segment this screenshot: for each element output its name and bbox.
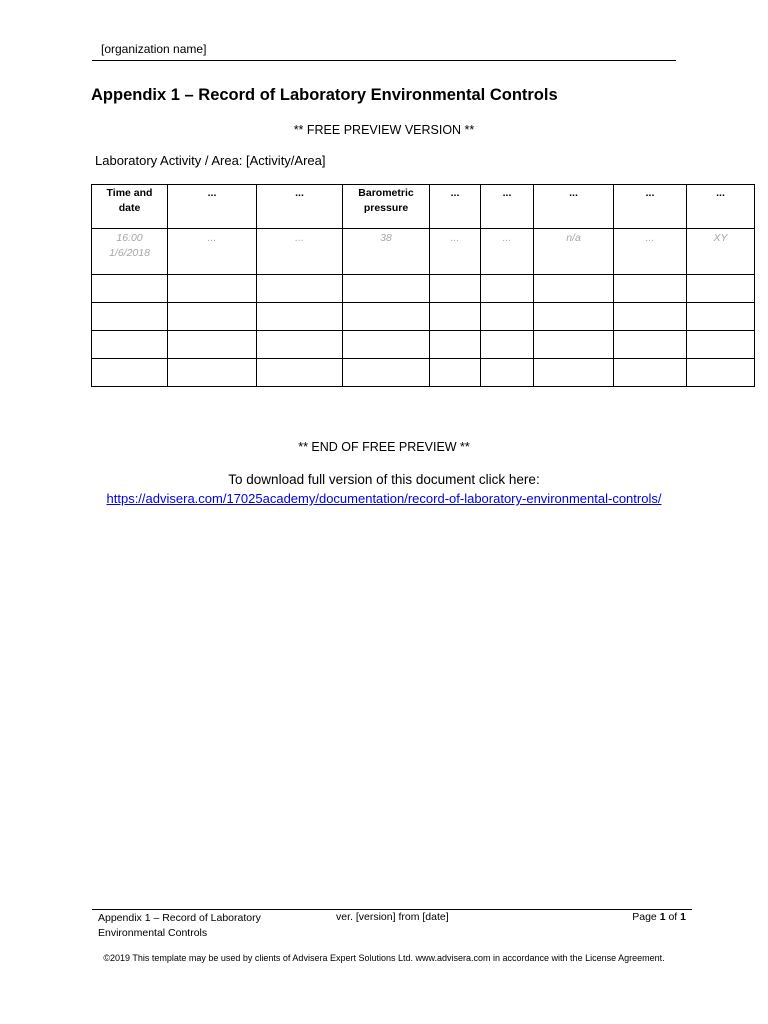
table-cell: ... [430,229,481,275]
table-cell[interactable] [430,359,481,387]
table-cell[interactable] [343,331,430,359]
footer-doc-title: Appendix 1 – Record of Laboratory Environmental Controls [98,912,261,939]
column-header: ... [687,185,755,229]
table-cell[interactable] [481,275,534,303]
table-cell[interactable] [92,359,168,387]
table-row [92,359,755,387]
table-cell[interactable] [92,275,168,303]
table-cell[interactable] [687,275,755,303]
example-row [92,229,755,275]
table-cell: ... [168,229,257,275]
table-cell[interactable] [168,303,257,331]
footer-page-number [632,911,686,923]
download-instruction: To download full version of this document click here: [228,472,540,487]
page-header [92,42,676,61]
table-row [92,331,755,359]
table-cell[interactable] [257,331,343,359]
page-prefix: Page [632,911,657,923]
table-cell[interactable] [481,331,534,359]
table-cell: 16:00 1/6/2018 [92,229,168,275]
table-cell: ... [614,229,687,275]
page-current: 1 [659,911,666,923]
table-cell[interactable] [534,359,614,387]
table-cell[interactable] [430,303,481,331]
table-cell[interactable] [614,275,687,303]
table-cell[interactable] [92,331,168,359]
table-cell[interactable] [168,359,257,387]
copyright-notice: ©2019 This template may be used by clients of Advisera Expert Solutions Ltd. www.advisera.com in accordance with the License Agreement. [103,953,665,963]
table-cell[interactable] [687,331,755,359]
table-cell[interactable] [687,359,755,387]
free-preview-label: ** FREE PREVIEW VERSION ** [293,123,475,137]
end-preview-label: ** END OF FREE PREVIEW ** [298,440,470,454]
table-cell[interactable] [534,303,614,331]
page-total: 1 [680,911,686,923]
table-cell[interactable] [614,303,687,331]
table-cell[interactable] [481,359,534,387]
table-cell: 38 [343,229,430,275]
table-cell[interactable] [168,331,257,359]
table-cell[interactable] [430,275,481,303]
table-cell[interactable] [481,303,534,331]
table-cell: XY [687,229,755,275]
table-cell[interactable] [257,303,343,331]
table-cell[interactable] [257,359,343,387]
table-cell[interactable] [687,303,755,331]
table-cell[interactable] [343,275,430,303]
table-cell[interactable] [534,331,614,359]
page-footer [92,909,692,950]
environmental-controls-table [91,184,755,387]
activity-area-line: Laboratory Activity / Area: [Activity/Area] [95,153,326,168]
table-cell[interactable] [430,331,481,359]
table-row [92,275,755,303]
page-of: of [668,911,678,923]
column-header-barometric-pressure: Barometric pressure [343,185,430,229]
organization-name: [organization name] [101,42,207,56]
table-header-row [92,185,755,229]
column-header: ... [481,185,534,229]
table-cell: n/a [534,229,614,275]
table-cell: ... [481,229,534,275]
download-link[interactable]: https://advisera.com/17025academy/documentation/record-of-laboratory-environmental-controls/ [106,491,662,506]
table-cell[interactable] [614,331,687,359]
table-cell[interactable] [92,303,168,331]
column-header: ... [614,185,687,229]
table-cell[interactable] [343,303,430,331]
table-cell[interactable] [343,359,430,387]
column-header-time-date: Time and date [92,185,168,229]
table-row [92,303,755,331]
column-header: ... [257,185,343,229]
table-cell[interactable] [614,359,687,387]
column-header: ... [168,185,257,229]
column-header: ... [430,185,481,229]
table-cell[interactable] [168,275,257,303]
table-cell[interactable] [257,275,343,303]
table-cell: ... [257,229,343,275]
column-header: ... [534,185,614,229]
table-cell[interactable] [534,275,614,303]
document-title: Appendix 1 – Record of Laboratory Environmental Controls [91,86,558,104]
footer-version: ver. [version] from [date] [336,911,449,923]
